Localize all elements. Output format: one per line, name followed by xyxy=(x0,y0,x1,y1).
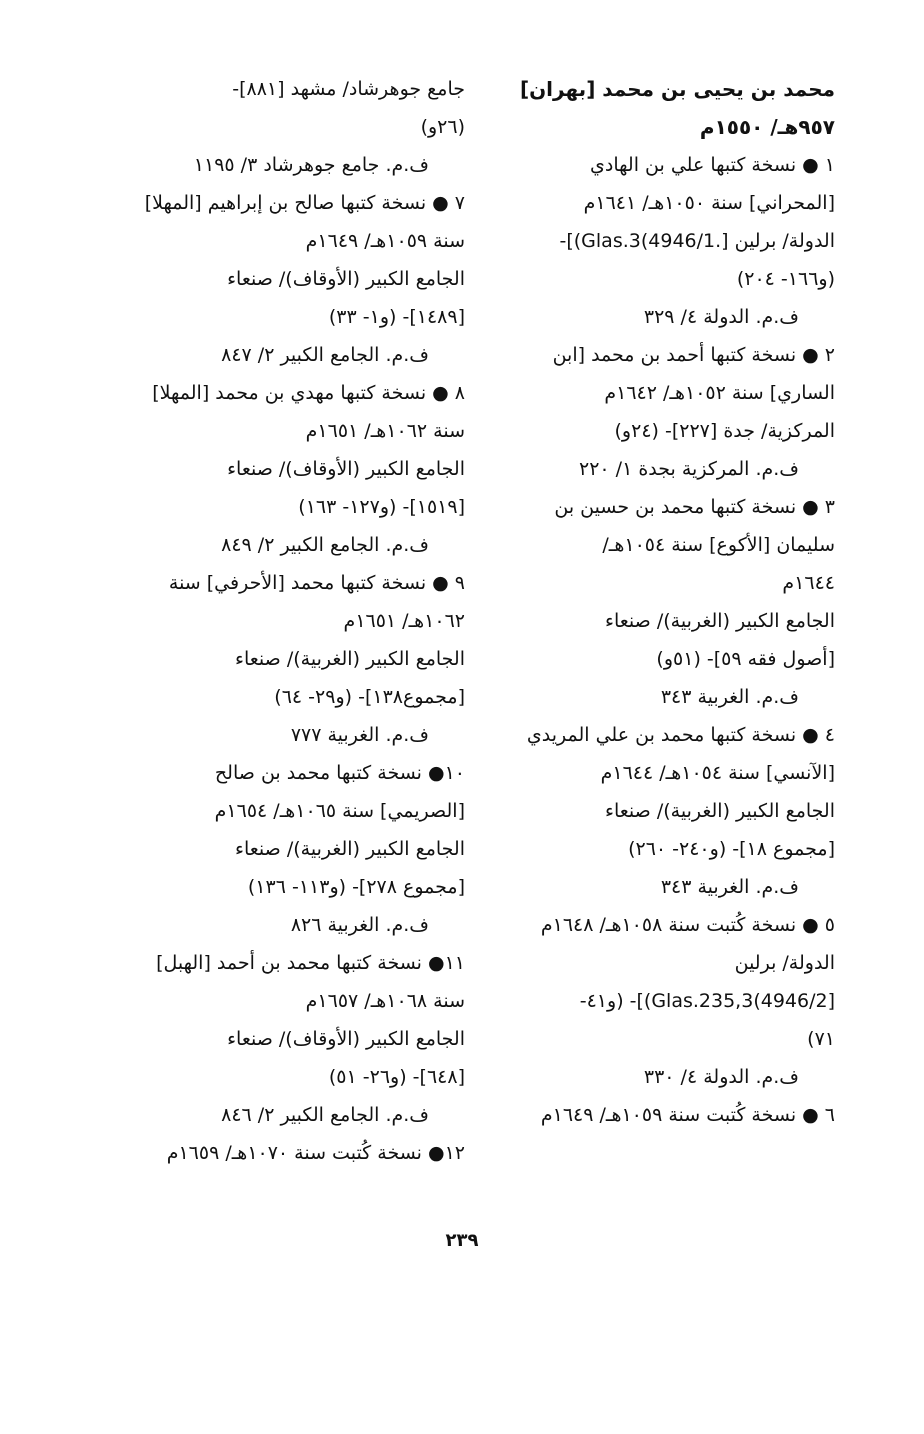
entry-line: [الصريمي] سنة ١٠٦٥هـ/ ١٦٥٤م xyxy=(214,800,465,822)
catalog-reference: ف.م. الغربية ٧٧٧ xyxy=(290,724,429,746)
entry-line: الجامع الكبير (الغربية)/ صنعاء xyxy=(605,800,835,822)
entry-line: ٦ ● نسخة كُتبت سنة ١٠٥٩هـ/ ١٦٤٩م xyxy=(540,1104,835,1126)
entry-line: [٦٤٨]- (و٢٦- ٥١) xyxy=(328,1066,465,1088)
entry-line: [الآنسي] سنة ١٠٥٤هـ/ ١٦٤٤م xyxy=(600,762,835,784)
entry-line: [المحراني] سنة ١٠٥٠هـ/ ١٦٤١م xyxy=(583,192,835,214)
manuscript-entry-9 xyxy=(110,564,465,754)
entry-line: [مجموع ١٨]- (و٢٤٠- ٢٦٠) xyxy=(628,838,835,860)
entry-line: ٧ ● نسخة كتبها صالح بن إبراهيم [المهلا] xyxy=(144,192,465,214)
entry-line: [مجموع ٢٧٨]- (و١١٣- ١٣٦) xyxy=(247,876,465,898)
entry-line: ٩ ● نسخة كتبها محمد [الأحرفي] سنة xyxy=(168,572,465,594)
entry-line: سنة ١٠٦٨هـ/ ١٦٥٧م xyxy=(305,990,465,1012)
entry-heading-date: ٩٥٧هـ/ ١٥٥٠م xyxy=(699,115,835,139)
manuscript-entry-10 xyxy=(110,754,465,944)
entry-line: ١٦٤٤م xyxy=(782,572,835,594)
catalog-reference: ف.م. الجامع الكبير ٢/ ٨٤٩ xyxy=(221,534,429,556)
manuscript-entry-8 xyxy=(110,374,465,564)
manuscript-entry-1 xyxy=(495,146,835,336)
left-column xyxy=(110,70,465,1172)
entry-line: الدولة/ برلين xyxy=(734,952,835,974)
entry-line: سليمان [الأكوع] سنة ١٠٥٤هـ/ xyxy=(602,534,835,556)
right-column xyxy=(495,70,835,1134)
catalog-reference: ف.م. الجامع الكبير ٢/ ٨٤٧ xyxy=(221,344,429,366)
entry-line: ٣ ● نسخة كتبها محمد بن حسين بن xyxy=(554,496,835,518)
manuscript-entry-3 xyxy=(495,488,835,716)
manuscript-entry-7 xyxy=(110,184,465,374)
entry-line: ٢ ● نسخة كتبها أحمد بن محمد [ابن xyxy=(552,344,835,366)
manuscript-entry-12 xyxy=(110,1134,465,1172)
entry-line: الجامع الكبير (الغربية)/ صنعاء xyxy=(605,610,835,632)
entry-line: ١ ● نسخة كتبها علي بن الهادي xyxy=(590,154,835,176)
catalog-reference: ف.م. المركزية بجدة ١/ ٢٢٠ xyxy=(579,458,799,480)
entry-heading-name: محمد بن يحيى بن محمد [بهران] xyxy=(519,77,835,101)
continuation-line: (٢٦و) xyxy=(420,116,465,138)
entry-line: الجامع الكبير (الأوقاف)/ صنعاء xyxy=(227,1028,465,1050)
manuscript-entry-4 xyxy=(495,716,835,906)
catalog-reference: ف.م. الجامع الكبير ٢/ ٨٤٦ xyxy=(221,1104,429,1126)
entry-line: ٤ ● نسخة كتبها محمد بن علي المريدي xyxy=(526,724,835,746)
entry-line: ٨ ● نسخة كتبها مهدي بن محمد [المهلا] xyxy=(152,382,465,404)
entry-line: [أصول فقه ٥٩]- (٥١و) xyxy=(656,648,835,670)
catalog-reference: ف.م. الغربية ٨٢٦ xyxy=(290,914,429,936)
entry-line: [4946/2)Glas.235,3)]- (و٤١- xyxy=(579,990,835,1012)
entry-line: المركزية/ جدة [٢٢٧]- (٢٤و) xyxy=(614,420,835,442)
entry-line: [١٥١٩]- (و١٢٧- ١٦٣) xyxy=(298,496,465,518)
manuscript-entry-2 xyxy=(495,336,835,488)
entry-line: [١٤٨٩]- (و١- ٣٣) xyxy=(328,306,465,328)
entry-line: الجامع الكبير (الغربية)/ صنعاء xyxy=(235,838,465,860)
entry-line: [مجموع١٣٨]- (و٢٩- ٦٤) xyxy=(274,686,465,708)
entry-line: ١٠٦٢هـ/ ١٦٥١م xyxy=(343,610,465,632)
entry-line: الساري] سنة ١٠٥٢هـ/ ١٦٤٢م xyxy=(604,382,835,404)
entry-line: ١٠● نسخة كتبها محمد بن صالح xyxy=(214,762,465,784)
entry-line: الدولة/ برلين [.4946/1)Glas.3)]- xyxy=(559,230,835,252)
entry-line: سنة ١٠٥٩هـ/ ١٦٤٩م xyxy=(305,230,465,252)
manuscript-entry-11 xyxy=(110,944,465,1134)
page-number: ٢٣٩ xyxy=(445,1230,479,1251)
entry-line: ١٢● نسخة كُتبت سنة ١٠٧٠هـ/ ١٦٥٩م xyxy=(166,1142,465,1164)
entry-line: سنة ١٠٦٢هـ/ ١٦٥١م xyxy=(305,420,465,442)
catalog-reference: ف.م. الغربية ٣٤٣ xyxy=(660,686,799,708)
catalog-reference: ف.م. جامع جوهرشاد ٣/ ١١٩٥ xyxy=(193,154,429,176)
entry-line: الجامع الكبير (الأوقاف)/ صنعاء xyxy=(227,458,465,480)
entry-line: ٧١) xyxy=(807,1028,835,1050)
catalog-reference: ف.م. الدولة ٤/ ٣٢٩ xyxy=(643,306,799,328)
entry-line: الجامع الكبير (الغربية)/ صنعاء xyxy=(235,648,465,670)
entry-line: ١١● نسخة كتبها محمد بن أحمد [الهبل] xyxy=(156,952,465,974)
entry-line: الجامع الكبير (الأوقاف)/ صنعاء xyxy=(227,268,465,290)
entry-line: (و١٦٦- ٢٠٤) xyxy=(736,268,835,290)
manuscript-entry-6 xyxy=(495,1096,835,1134)
continuation-line: جامع جوهرشاد/ مشهد [٨٨١]- xyxy=(232,78,465,100)
catalog-reference: ف.م. الغربية ٣٤٣ xyxy=(660,876,799,898)
catalog-reference: ف.م. الدولة ٤/ ٣٣٠ xyxy=(643,1066,799,1088)
manuscript-entry-5 xyxy=(495,906,835,1096)
entry-line: ٥ ● نسخة كُتبت سنة ١٠٥٨هـ/ ١٦٤٨م xyxy=(540,914,835,936)
